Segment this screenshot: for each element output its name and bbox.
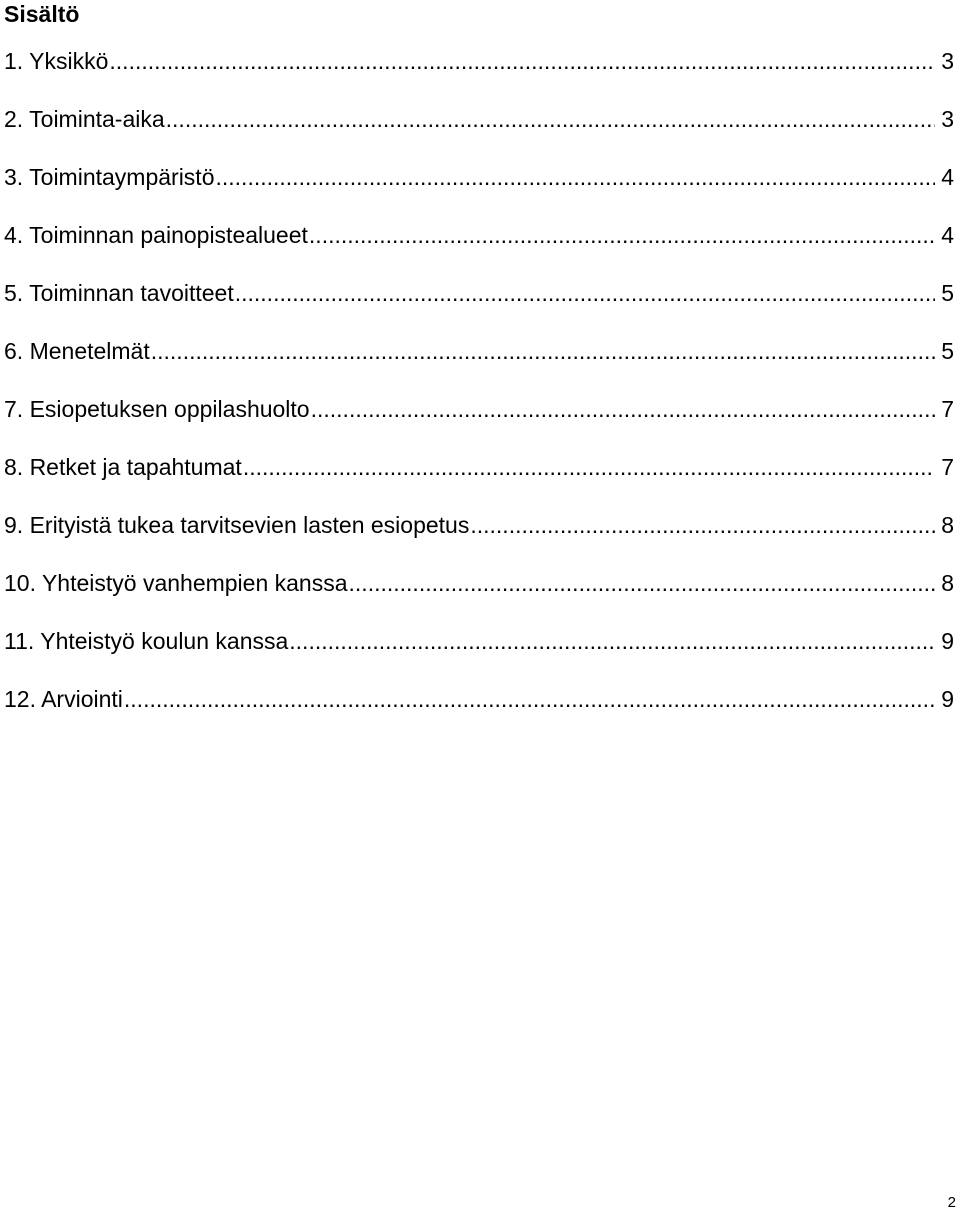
toc-entry-page: 8 bbox=[941, 512, 954, 538]
dot-leader bbox=[349, 566, 936, 600]
dot-leader bbox=[151, 334, 935, 368]
toc-entry[interactable] bbox=[4, 392, 954, 450]
toc-entry-label: 7. Esiopetuksen oppilashuolto bbox=[4, 396, 310, 422]
toc-entry-page: 4 bbox=[941, 164, 954, 190]
toc-entry[interactable] bbox=[4, 508, 954, 566]
toc-entry[interactable] bbox=[4, 102, 954, 160]
toc-entry-label: 4. Toiminnan painopistealueet bbox=[4, 222, 308, 248]
toc-entry-label: 5. Toiminnan tavoitteet bbox=[4, 280, 234, 306]
dot-leader bbox=[309, 218, 935, 252]
toc-entry-label: 6. Menetelmät bbox=[4, 338, 150, 364]
toc-heading: Sisältö bbox=[4, 1, 80, 27]
toc-entry-label: 12. Arviointi bbox=[4, 686, 123, 712]
dot-leader bbox=[124, 682, 935, 716]
toc-entry-label: 1. Yksikkö bbox=[4, 48, 109, 74]
toc-entry[interactable] bbox=[4, 566, 954, 624]
toc-entry-page: 3 bbox=[941, 106, 954, 132]
toc-entry-page: 7 bbox=[941, 396, 954, 422]
toc-entry-page: 5 bbox=[941, 280, 954, 306]
dot-leader bbox=[216, 160, 936, 194]
toc-entry[interactable] bbox=[4, 218, 954, 276]
toc-entry-page: 5 bbox=[941, 338, 954, 364]
toc-entry-page: 7 bbox=[941, 454, 954, 480]
toc-entry-label: 9. Erityistä tukea tarvitsevien lasten esiopetus bbox=[4, 512, 470, 538]
dot-leader bbox=[470, 508, 935, 542]
toc-entry[interactable] bbox=[4, 276, 954, 334]
dot-leader bbox=[166, 102, 936, 136]
toc-entry-page: 8 bbox=[941, 570, 954, 596]
dot-leader bbox=[109, 44, 935, 78]
toc-entry[interactable] bbox=[4, 160, 954, 218]
dot-leader bbox=[289, 624, 935, 658]
toc-entry-label: 8. Retket ja tapahtumat bbox=[4, 454, 242, 480]
toc-entry-page: 3 bbox=[941, 48, 954, 74]
toc-entry[interactable] bbox=[4, 450, 954, 508]
toc-entry-label: 2. Toiminta-aika bbox=[4, 106, 165, 132]
dot-leader bbox=[243, 450, 935, 484]
toc-entry-label: 11. Yhteistyö koulun kanssa bbox=[4, 628, 289, 654]
toc-entry-label: 10. Yhteistyö vanhempien kanssa bbox=[4, 570, 348, 596]
toc-entry[interactable] bbox=[4, 624, 954, 682]
dot-leader bbox=[311, 392, 936, 426]
toc-entry-label: 3. Toimintaympäristö bbox=[4, 164, 215, 190]
page-number: 2 bbox=[947, 1194, 956, 1211]
toc-entry-page: 9 bbox=[941, 686, 954, 712]
table-of-contents bbox=[4, 44, 954, 740]
toc-entry-page: 9 bbox=[941, 628, 954, 654]
toc-entry[interactable] bbox=[4, 682, 954, 740]
dot-leader bbox=[235, 276, 935, 310]
toc-entry-page: 4 bbox=[941, 222, 954, 248]
toc-entry[interactable] bbox=[4, 334, 954, 392]
toc-entry[interactable] bbox=[4, 44, 954, 102]
